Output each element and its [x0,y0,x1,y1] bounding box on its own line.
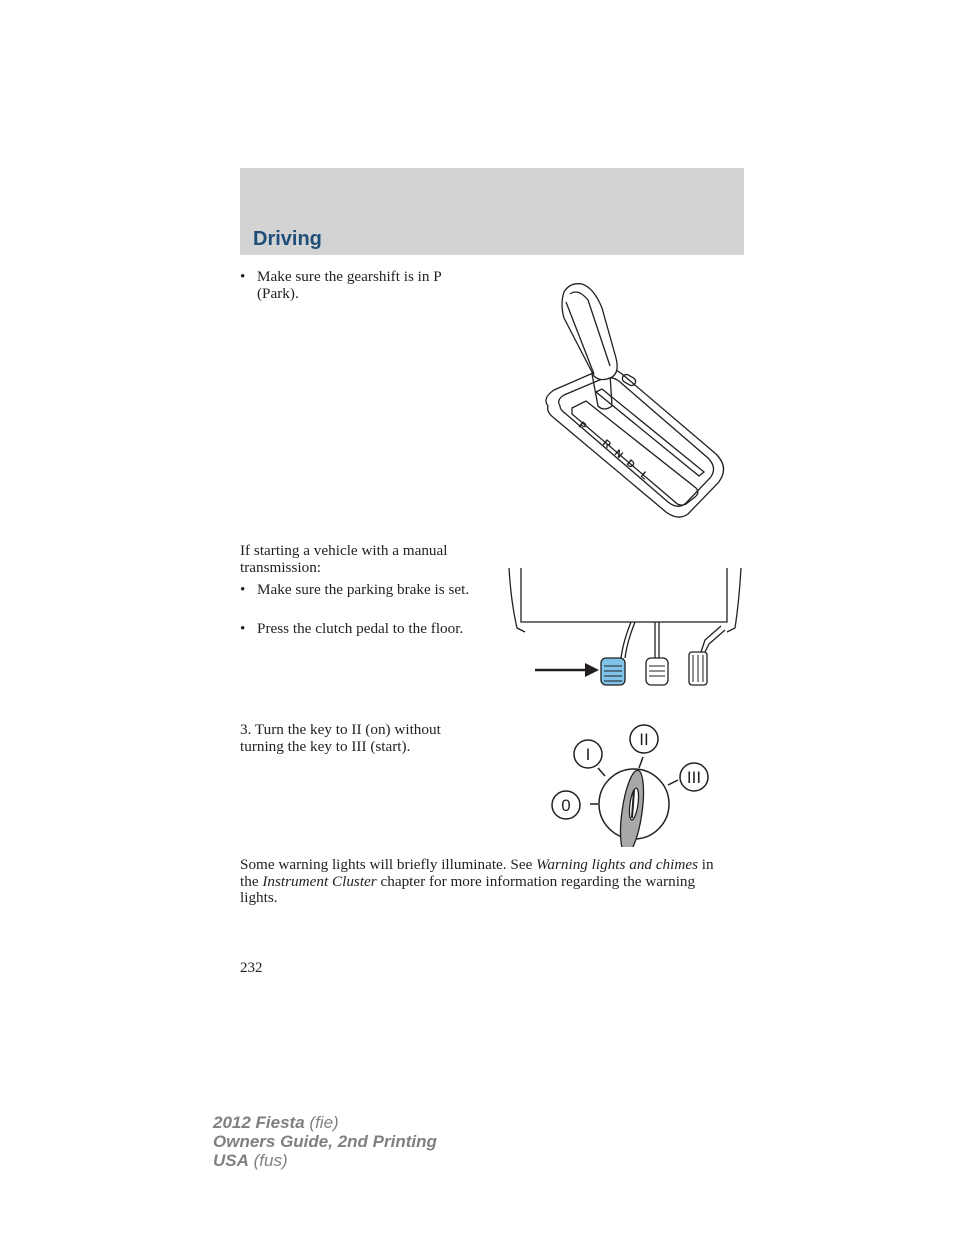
warning-lights-paragraph [240,857,715,907]
position-i-label: I [585,745,591,764]
manual-transmission-intro: If starting a vehicle with a manual transmission: [240,542,448,576]
gear-label-n: N [612,447,625,461]
footer-market-code: (fus) [248,1151,288,1170]
gear-label-l: L [638,469,650,483]
gear-label-r: R [600,437,613,451]
position-iii-label: III [686,768,702,787]
footer-line-1 [213,1113,437,1132]
bullet-item-parking-brake [240,582,475,599]
paragraph-text: in the [240,856,714,890]
section-header-band [240,168,744,255]
footer-market: USA [213,1151,249,1170]
reference-instrument-cluster: Instrument Cluster [262,872,377,890]
document-footer [213,1113,437,1170]
step-3-text: 3. Turn the key to II (on) without turning the key to III (start). [240,721,441,755]
bullet-text: Make sure the parking brake is set. [257,581,470,598]
bullet-marker: • [240,268,246,285]
arrow-icon [535,663,599,677]
bullet-item-clutch [240,621,475,638]
link-warning-lights: Warning lights and chimes [536,856,698,873]
footer-guide: Owners Guide, 2nd Printing [213,1132,437,1151]
section-title: Driving [253,228,322,250]
bullet-marker: • [240,620,246,637]
position-ii-label: II [639,730,649,749]
accelerator-pedal [689,652,707,685]
bullet-item-gearshift [240,269,475,302]
bullet-text: Press the clutch pedal to the floor. [257,620,464,637]
footer-model: 2012 Fiesta [213,1113,305,1132]
clutch-pedal [601,658,625,685]
ignition-switch-illustration [548,722,713,847]
page-number: 232 [240,960,263,976]
bullet-marker: • [240,581,246,598]
bullet-text: Make sure the gearshift is in P (Park). [257,268,442,302]
brake-pedal [646,658,668,685]
footer-line-2 [213,1132,437,1151]
footer-model-code: (fie) [304,1113,339,1132]
paragraph-text: chapter for more information regarding the warning lights. [240,872,696,906]
gear-label-p: P [576,419,589,433]
gearshift-illustration [540,278,730,520]
pedals-illustration [505,562,745,692]
paragraph-text: Some warning lights will briefly illuminate. See [240,856,537,873]
gear-label-d: D [624,457,637,471]
footer-line-3 [213,1151,437,1170]
position-0-label: 0 [561,796,571,815]
